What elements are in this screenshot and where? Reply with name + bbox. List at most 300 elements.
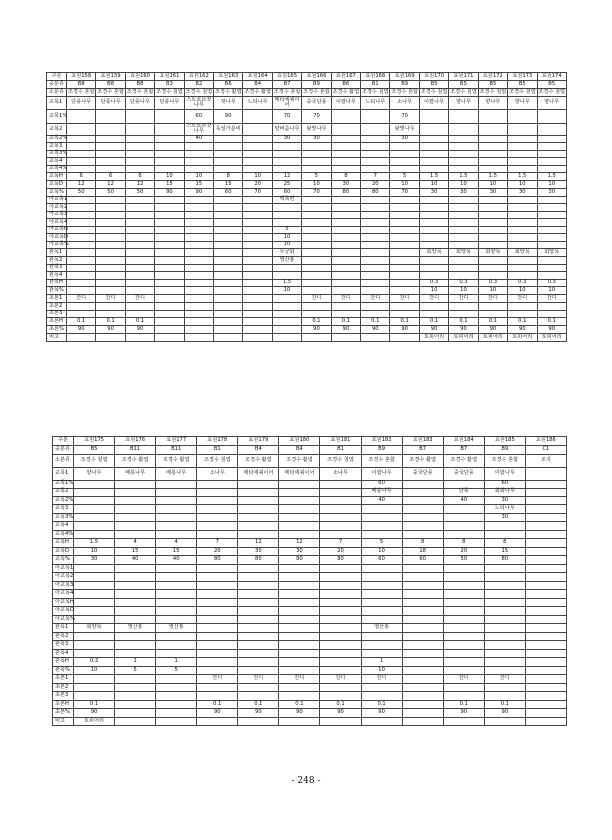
table-cell: 향나무 <box>508 97 537 110</box>
table-cell: 20 <box>361 181 390 189</box>
table-cell <box>214 150 243 158</box>
table-cell <box>419 211 448 219</box>
table-row <box>47 226 567 234</box>
table-cell <box>156 598 197 607</box>
table-cell <box>67 226 96 234</box>
table-cell <box>402 480 443 488</box>
table-cell <box>331 303 360 311</box>
table-cell <box>302 226 331 234</box>
table-cell: 15 <box>484 547 525 556</box>
table-cell: 20 <box>443 547 484 556</box>
column-header-cell: 효원162 <box>184 73 213 81</box>
table-cell <box>184 257 213 265</box>
table-cell <box>156 700 197 709</box>
table-cell <box>361 264 390 272</box>
table-cell <box>525 556 566 565</box>
table-cell <box>402 590 443 599</box>
table-cell: 10 <box>537 287 566 295</box>
table-row <box>53 632 567 641</box>
table-cell: 회양목 <box>478 249 507 257</box>
table-cell: 80 <box>484 556 525 565</box>
table-cell <box>508 264 537 272</box>
table-cell <box>302 272 331 280</box>
table-cell <box>156 615 197 624</box>
table-cell: 잔디 <box>197 675 238 684</box>
table-cell <box>331 264 360 272</box>
row-label-cell: 관목H <box>53 658 74 667</box>
table-cell <box>214 241 243 249</box>
table-cell <box>320 488 361 496</box>
table-cell: 70 <box>390 188 419 196</box>
table-cell: 느티나무 <box>484 505 525 514</box>
table-cell: 잔디 <box>390 295 419 303</box>
table-cell <box>390 272 419 280</box>
table-cell <box>125 204 154 212</box>
table-cell <box>238 590 279 599</box>
table-cell <box>331 211 360 219</box>
table-cell <box>449 211 478 219</box>
table-cell: 10 <box>390 181 419 189</box>
table-cell: B5 <box>537 81 566 89</box>
row-label-cell: 소분류 <box>53 454 74 467</box>
table-row <box>47 257 567 265</box>
row-label-cell: 교목H <box>53 539 74 548</box>
table-cell <box>525 590 566 599</box>
table-cell <box>155 333 184 341</box>
table-cell: B5 <box>419 81 448 89</box>
table-cell <box>419 165 448 173</box>
table-cell: 잔디 <box>419 295 448 303</box>
table-cell: 1 <box>115 658 156 667</box>
table-cell: 조경수 활엽 <box>402 454 443 467</box>
table-cell: 6 <box>67 173 96 181</box>
table-cell <box>320 530 361 539</box>
table-cell <box>402 641 443 650</box>
table-cell: 90 <box>125 325 154 333</box>
table-cell <box>184 219 213 227</box>
row-label-cell: 교목D <box>53 547 74 556</box>
table-cell <box>272 333 301 341</box>
table-cell <box>419 124 448 136</box>
table-cell <box>155 241 184 249</box>
table-cell <box>115 717 156 726</box>
table-cell <box>302 333 331 341</box>
table-cell <box>184 325 213 333</box>
table-cell <box>390 303 419 311</box>
table-cell <box>238 607 279 616</box>
table-cell <box>184 165 213 173</box>
table-cell: 70 <box>272 110 301 124</box>
row-label-cell: 교목2 <box>53 488 74 496</box>
table-cell <box>74 675 115 684</box>
table-cell: 조경수 혼합 <box>67 88 95 95</box>
column-header-cell: 효원172 <box>478 73 507 81</box>
table-cell: 30 <box>74 556 115 565</box>
table-cell <box>74 564 115 573</box>
table-cell: B9 <box>390 81 419 89</box>
table-cell <box>390 333 419 341</box>
row-label-cell: 소분류 <box>47 89 67 97</box>
table-cell <box>390 143 419 151</box>
column-header-cell: 효원160 <box>125 73 154 81</box>
table-cell: B9 <box>302 81 331 89</box>
table-cell <box>302 279 331 287</box>
table-cell <box>419 303 448 311</box>
table-cell <box>484 666 525 675</box>
table-cell <box>478 272 507 280</box>
column-header-cell: 효원170 <box>419 73 448 81</box>
table-cell <box>115 709 156 718</box>
table-cell <box>443 615 484 624</box>
table-cell: 15 <box>214 181 243 189</box>
table-cell: 조경수 활엽 <box>443 454 484 467</box>
table-row <box>53 564 567 573</box>
table-cell <box>125 333 154 341</box>
table-cell <box>272 264 301 272</box>
table-cell <box>279 666 320 675</box>
table-cell: 90 <box>302 325 331 333</box>
table-cell: B1 <box>197 446 238 455</box>
table-cell <box>361 150 390 158</box>
table-cell: 90 <box>449 325 478 333</box>
table-cell <box>402 717 443 726</box>
table-cell <box>478 135 507 143</box>
table-cell <box>115 649 156 658</box>
table-cell <box>537 135 566 143</box>
table-cell <box>238 692 279 701</box>
table-cell <box>449 264 478 272</box>
table-cell: 이팝나무 <box>484 467 525 480</box>
planting-table-1 <box>46 72 567 342</box>
table-cell: 80 <box>361 188 390 196</box>
table-cell <box>361 165 390 173</box>
table-cell <box>272 165 301 173</box>
table-cell <box>214 249 243 257</box>
table-cell: B8 <box>96 81 125 89</box>
table-cell: 5 <box>361 539 402 548</box>
table-cell <box>419 234 448 242</box>
column-header-cell: 효원176 <box>115 437 156 446</box>
table-cell <box>243 241 272 249</box>
row-label-cell: 아교목2 <box>53 573 74 582</box>
table-cell <box>449 124 478 136</box>
table-cell <box>197 632 238 641</box>
table-cell <box>115 505 156 514</box>
table-row <box>47 150 567 158</box>
row-label-cell: 관목H <box>47 279 67 287</box>
table-cell: 잔디 <box>67 295 96 303</box>
table-cell: 90 <box>478 325 507 333</box>
table-cell: 60 <box>361 480 402 488</box>
table-cell <box>331 124 360 136</box>
table-cell: 40 <box>156 556 197 565</box>
table-cell <box>74 692 115 701</box>
table-cell <box>96 110 125 124</box>
table-cell <box>361 505 402 514</box>
table-cell: 0.3 <box>537 279 566 287</box>
row-label-cell: 교목2% <box>47 135 67 143</box>
table-cell <box>279 564 320 573</box>
table-cell <box>279 683 320 692</box>
table-cell <box>449 234 478 242</box>
table-cell: 50 <box>67 188 96 196</box>
table-cell <box>537 204 566 212</box>
table-cell <box>279 624 320 633</box>
table-cell <box>320 641 361 650</box>
table-cell <box>443 564 484 573</box>
table-cell <box>525 505 566 514</box>
planting-table-2 <box>52 436 567 726</box>
table-cell: 70 <box>390 110 419 124</box>
table-cell <box>214 264 243 272</box>
table-cell: C1 <box>525 446 566 455</box>
table-cell <box>125 226 154 234</box>
table-cell: B6 <box>214 81 243 89</box>
table-cell: 영산홍 <box>115 624 156 633</box>
table-row <box>53 658 567 667</box>
table-cell: 18 <box>402 547 443 556</box>
table-cell <box>243 124 272 136</box>
row-label-cell: 관목1 <box>53 624 74 633</box>
table-cell: 8 <box>402 539 443 548</box>
table-cell <box>537 310 566 318</box>
table-header-row <box>53 437 567 446</box>
table-cell <box>484 624 525 633</box>
table-row <box>47 310 567 318</box>
table-cell <box>74 581 115 590</box>
table-cell <box>402 564 443 573</box>
table-cell <box>214 287 243 295</box>
table-cell <box>156 522 197 531</box>
table-cell: 소나무 <box>320 467 361 480</box>
table-cell <box>390 196 419 204</box>
table-cell <box>361 241 390 249</box>
row-label-cell: 아교목D <box>47 234 67 242</box>
table-cell: 50 <box>96 188 125 196</box>
table-cell: 30 <box>484 496 525 505</box>
table-cell <box>331 257 360 265</box>
table-cell <box>279 590 320 599</box>
table-cell <box>361 641 402 650</box>
table-cell <box>67 333 96 341</box>
table-cell <box>272 272 301 280</box>
table-cell <box>96 287 125 295</box>
table-cell <box>302 204 331 212</box>
table-cell <box>525 615 566 624</box>
table-row <box>53 454 567 467</box>
table-cell <box>115 700 156 709</box>
table-cell <box>361 211 390 219</box>
table-cell <box>361 632 402 641</box>
table-cell <box>214 333 243 341</box>
row-label-cell: 아교목H <box>47 226 67 234</box>
table-cell <box>320 598 361 607</box>
table-cell <box>279 641 320 650</box>
table-cell <box>443 530 484 539</box>
table-cell <box>361 143 390 151</box>
table-cell <box>320 564 361 573</box>
table-cell <box>238 641 279 650</box>
table-cell <box>402 666 443 675</box>
table-cell <box>361 226 390 234</box>
table-cell <box>449 165 478 173</box>
table-cell: 조경수 혼합 <box>126 88 154 95</box>
row-label-cell: 초본1 <box>53 675 74 684</box>
table-cell: 10 <box>184 173 213 181</box>
table-cell <box>156 564 197 573</box>
table-cell: 90 <box>443 709 484 718</box>
table-cell <box>361 573 402 582</box>
table-cell <box>302 196 331 204</box>
table-cell <box>320 692 361 701</box>
table-cell <box>155 310 184 318</box>
table-cell <box>390 204 419 212</box>
table-cell: 5 <box>390 173 419 181</box>
table-cell: 잔디 <box>320 675 361 684</box>
column-header-cell: 효원161 <box>155 73 184 81</box>
table-cell <box>243 279 272 287</box>
table-cell <box>478 303 507 311</box>
table-row <box>53 615 567 624</box>
table-cell <box>320 480 361 488</box>
table-cell <box>156 607 197 616</box>
table-cell <box>537 124 566 136</box>
row-label-cell: 관목% <box>53 666 74 675</box>
row-label-cell: 아교목1 <box>47 196 67 204</box>
table-row <box>53 598 567 607</box>
table-cell <box>402 573 443 582</box>
table-cell <box>74 522 115 531</box>
table-cell: 중국단풍 <box>402 467 443 480</box>
table-cell: 10 <box>478 181 507 189</box>
table-cell <box>197 658 238 667</box>
table-cell: B7 <box>443 446 484 455</box>
table-row <box>47 188 567 196</box>
table-cell <box>478 211 507 219</box>
table-cell: 잔디 <box>484 675 525 684</box>
table-cell: 30 <box>390 135 419 143</box>
table-cell: 잔디 <box>279 675 320 684</box>
table-cell <box>419 143 448 151</box>
table-cell <box>449 257 478 265</box>
table-cell: 잔디 <box>449 295 478 303</box>
table-cell <box>67 272 96 280</box>
table-cell <box>443 505 484 514</box>
table-cell <box>67 303 96 311</box>
table-cell: 잔디 <box>443 675 484 684</box>
row-label-cell: 교목2% <box>53 496 74 505</box>
table-cell <box>115 607 156 616</box>
table-row <box>53 700 567 709</box>
table-cell <box>508 158 537 166</box>
table-cell: 1.5 <box>74 539 115 548</box>
table-cell <box>243 318 272 326</box>
row-label-cell: 아교목2 <box>47 204 67 212</box>
table-cell: 이팝나무 <box>331 97 360 110</box>
row-label-cell: 교목4 <box>53 522 74 531</box>
table-cell: 메타세쿼이어 <box>272 97 301 110</box>
table-cell: 70 <box>302 188 331 196</box>
column-header-cell: 효원178 <box>197 437 238 446</box>
table-cell: 잔디 <box>302 295 331 303</box>
table-cell: 느티나무 <box>361 97 390 110</box>
row-label-cell: 교목3 <box>47 143 67 151</box>
table-cell <box>156 590 197 599</box>
table-cell <box>484 530 525 539</box>
table-cell <box>537 165 566 173</box>
table-cell: 90 <box>214 110 243 124</box>
table-cell <box>238 505 279 514</box>
row-label-cell: 중분류 <box>47 81 67 89</box>
table-cell <box>184 226 213 234</box>
table-cell <box>155 110 184 124</box>
table-cell <box>197 522 238 531</box>
table-cell <box>214 234 243 242</box>
table-cell: 토피어리 <box>478 333 507 341</box>
table-cell: 조경수 혼합 <box>273 88 301 95</box>
table-cell: 4 <box>115 539 156 548</box>
table-cell <box>243 287 272 295</box>
column-header-cell: 효원177 <box>156 437 197 446</box>
table-cell <box>402 581 443 590</box>
table-cell <box>361 717 402 726</box>
table-cell: 0.1 <box>361 700 402 709</box>
table-cell <box>197 513 238 522</box>
table-cell <box>449 204 478 212</box>
table-cell: 토피어리 <box>74 717 115 726</box>
table-row <box>53 709 567 718</box>
table-row <box>47 295 567 303</box>
table-cell <box>238 513 279 522</box>
table-cell: 조경수 침엽 <box>538 88 566 95</box>
row-label-cell: 비고 <box>47 333 67 341</box>
table-cell: 잔디 <box>361 295 390 303</box>
table-cell <box>443 641 484 650</box>
table-cell <box>331 158 360 166</box>
table-cell <box>331 110 360 124</box>
table-cell <box>67 264 96 272</box>
table-cell: 7 <box>320 539 361 548</box>
table-cell <box>537 196 566 204</box>
table-cell <box>525 632 566 641</box>
table-cell <box>115 692 156 701</box>
table-cell <box>279 607 320 616</box>
table-cell <box>272 295 301 303</box>
row-label-cell: 교목% <box>47 188 67 196</box>
table-row <box>47 264 567 272</box>
table-cell <box>484 598 525 607</box>
table-cell <box>67 219 96 227</box>
table-cell: 90 <box>361 709 402 718</box>
table-cell: 80 <box>238 556 279 565</box>
row-label-cell: 초본% <box>53 709 74 718</box>
table-cell: 0.3 <box>508 279 537 287</box>
table-cell: 30 <box>272 135 301 143</box>
table-cell <box>155 272 184 280</box>
table-cell <box>508 196 537 204</box>
table-cell <box>508 303 537 311</box>
table-cell: 조경수 침엽 <box>450 88 477 95</box>
table-cell: 5 <box>302 173 331 181</box>
table-cell <box>537 150 566 158</box>
table-cell <box>302 211 331 219</box>
table-cell: B7 <box>272 81 301 89</box>
table-cell <box>331 150 360 158</box>
table-cell: 0.1 <box>537 318 566 326</box>
table-cell <box>320 522 361 531</box>
table-cell: 10 <box>272 241 301 249</box>
table-cell <box>156 530 197 539</box>
